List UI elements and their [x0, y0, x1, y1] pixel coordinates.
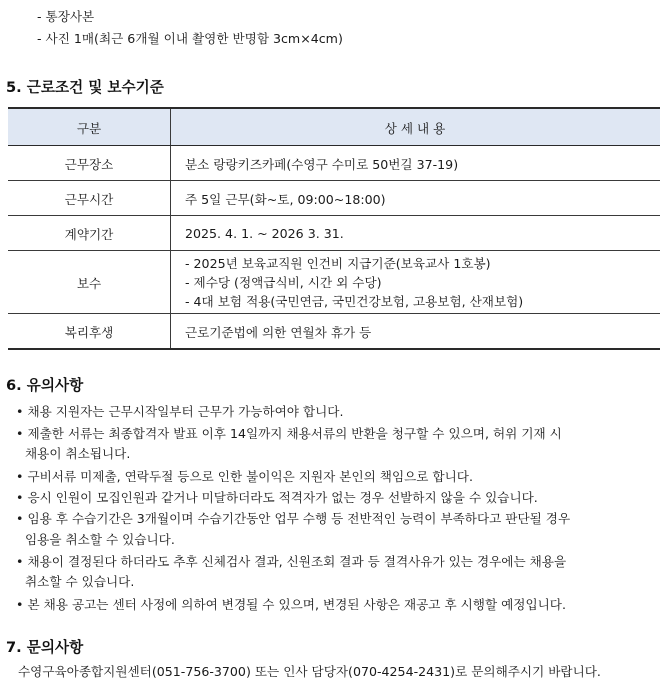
- section7-title: 7. 문의사항: [6, 639, 84, 656]
- row-label-workplace: 근무장소: [8, 146, 171, 181]
- notice-text: 임용 후 수습기간은 3개월이며 수습기간동안 업무 수행 등 전반적인 능력이 부족하다고 판단될 경우: [27, 511, 571, 526]
- bullet-dot: •: [16, 490, 24, 505]
- table-row: [8, 181, 660, 216]
- bullet-dot: •: [16, 597, 24, 612]
- row-value-workplace: 분소 랑랑키즈카페(수영구 수미로 50번길 37-19): [171, 146, 661, 181]
- table-header-row: [8, 108, 660, 146]
- header-category: 구분: [8, 108, 171, 146]
- notice-continuation: 채용이 취소됩니다.: [25, 446, 131, 461]
- notice-bullet: [16, 509, 570, 529]
- notice-text: 제출한 서류는 최종합격자 발표 이후 14일까지 채용서류의 반환을 청구할 수 있으며, 허위 기재 시: [27, 426, 562, 441]
- notice-continuation: 취소할 수 있습니다.: [25, 574, 135, 589]
- bullet-dot: •: [16, 404, 24, 419]
- notice-bullet: [16, 595, 566, 615]
- notice-bullet: [16, 424, 562, 444]
- notice-text: 본 채용 공고는 센터 사정에 의하여 변경될 수 있으며, 변경된 사항은 재공고 후 시행할 예정입니다.: [27, 597, 566, 612]
- notice-text: 채용 지원자는 근무시작일부터 근무가 가능하여야 합니다.: [27, 404, 344, 419]
- row-label-welfare: 복리후생: [8, 314, 171, 350]
- section5-title: 5. 근로조건 및 보수기준: [6, 79, 164, 96]
- pay-line: - 2025년 보육교직원 인건비 지급기준(보육교사 1호봉): [185, 255, 491, 271]
- row-label-pay: 보수: [8, 251, 171, 314]
- notice-text: 응시 인원이 모집인원과 같거나 미달하더라도 적격자가 없는 경우 선발하지 않을 수 있습니다.: [27, 490, 538, 505]
- notice-text: 채용이 결정된다 하더라도 추후 신체검사 결과, 신원조회 결과 등 결격사유가 있는 경우에는 채용을: [27, 554, 567, 569]
- row-value-hours: 주 5일 근무(화~토, 09:00~18:00): [171, 181, 661, 216]
- notice-bullet: [16, 467, 473, 487]
- notice-bullet: [16, 402, 343, 422]
- doc-item-bankbook: - 통장사본: [37, 9, 95, 24]
- row-label-contract: 계약기간: [8, 216, 171, 251]
- table-row: [8, 251, 660, 314]
- notice-text: 구비서류 미제출, 연락두절 등으로 인한 불이익은 지원자 본인의 책임으로 합니다.: [27, 469, 473, 484]
- section6-title: 6. 유의사항: [6, 377, 84, 394]
- table-row: [8, 146, 660, 181]
- notice-bullet: [16, 552, 566, 572]
- notice-bullet: [16, 488, 538, 508]
- contact-text: 수영구육아종합지원센터(051-756-3700) 또는 인사 담당자(070-4254-2431)로 문의해주시기 바랍니다.: [18, 664, 601, 679]
- row-value-pay: [171, 251, 661, 314]
- bullet-dot: •: [16, 554, 24, 569]
- row-value-contract: 2025. 4. 1. ~ 2026 3. 31.: [171, 216, 661, 251]
- row-value-welfare: 근로기준법에 의한 연월차 휴가 등: [171, 314, 661, 350]
- table-row: [8, 216, 660, 251]
- row-label-hours: 근무시간: [8, 181, 171, 216]
- header-details: 상 세 내 용: [171, 108, 661, 146]
- work-conditions-table: [8, 107, 660, 350]
- table-row: [8, 314, 660, 350]
- pay-line: - 제수당 (정액급식비, 시간 외 수당): [185, 274, 382, 290]
- bullet-dot: •: [16, 511, 24, 526]
- doc-item-photo: - 사진 1매(최근 6개월 이내 촬영한 반명함 3cm×4cm): [37, 31, 343, 46]
- pay-line: - 4대 보험 적용(국민연금, 국민건강보험, 고용보험, 산재보험): [185, 293, 524, 309]
- bullet-dot: •: [16, 469, 24, 484]
- notice-continuation: 임용을 취소할 수 있습니다.: [25, 532, 175, 547]
- bullet-dot: •: [16, 426, 24, 441]
